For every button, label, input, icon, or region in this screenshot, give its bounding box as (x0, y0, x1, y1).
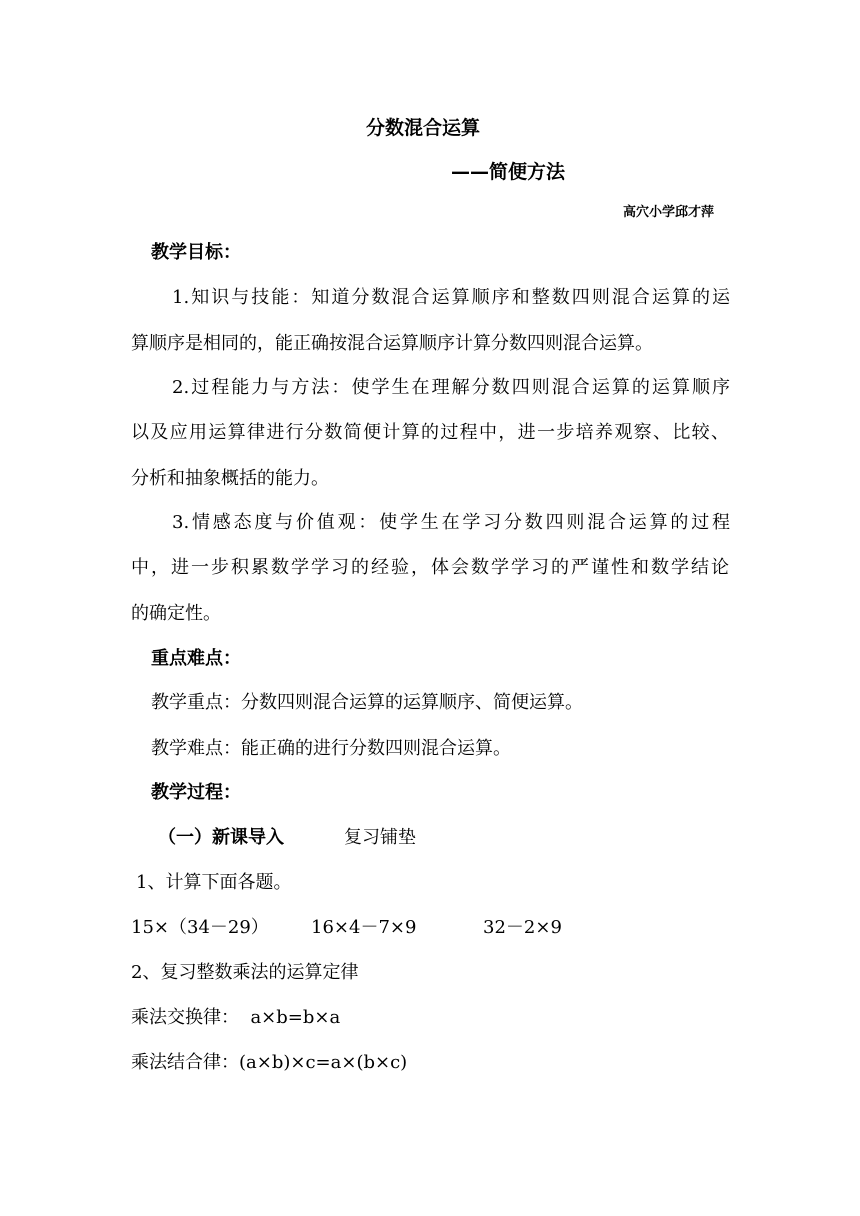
goal-3-line-2: 中，进一步积累数学学习的经验，体会数学学习的严谨性和数学结论 (131, 557, 729, 578)
goal-1-line-2: 算顺序是相同的，能正确按混合运算顺序计算分数四则混合运算。 (131, 333, 653, 354)
doc-title: 分数混合运算 (366, 117, 481, 139)
law-commutative: 乘法交换律： a×b=b×a (131, 1007, 341, 1028)
heading-key-points: 重点难点： (151, 648, 241, 669)
key-focus: 教学重点：分数四则混合运算的运算顺序、简便运算。 (151, 692, 583, 713)
doc-subtitle: ——简便方法 (451, 161, 566, 183)
section-1-label: （一）新课导入 (158, 827, 284, 848)
task-2: 2、复习整数乘法的运算定律 (131, 962, 359, 983)
goal-3-line-1: 3.情感态度与价值观：使学生在学习分数四则混合运算的过程 (172, 512, 730, 533)
expression-1: 15×（34－29） (131, 917, 269, 938)
key-difficulty: 教学难点：能正确的进行分数四则混合运算。 (151, 738, 511, 759)
heading-teaching-goals: 教学目标： (151, 242, 241, 263)
goal-2-line-2: 以及应用运算律进行分数简便计算的过程中，进一步培养观察、比较、 (131, 422, 729, 443)
goal-2-line-1: 2.过程能力与方法：使学生在理解分数四则混合运算的运算顺序 (172, 377, 730, 398)
doc-author: 高穴小学邱才萍 (623, 205, 715, 220)
expression-3: 32－2×9 (483, 917, 562, 938)
goal-3-line-3: 的确定性。 (131, 603, 221, 624)
goal-1-line-1: 1.知识与技能：知道分数混合运算顺序和整数四则混合运算的运 (172, 287, 730, 308)
goal-2-line-3: 分析和抽象概括的能力。 (131, 468, 329, 489)
section-1-subtitle: 复习铺垫 (344, 827, 416, 848)
task-1: 1、计算下面各题。 (136, 872, 292, 893)
law-associative: 乘法结合律：(a×b)×c=a×(b×c) (131, 1052, 408, 1073)
heading-teaching-process: 教学过程： (151, 782, 241, 803)
expression-2: 16×4－7×9 (311, 917, 417, 938)
